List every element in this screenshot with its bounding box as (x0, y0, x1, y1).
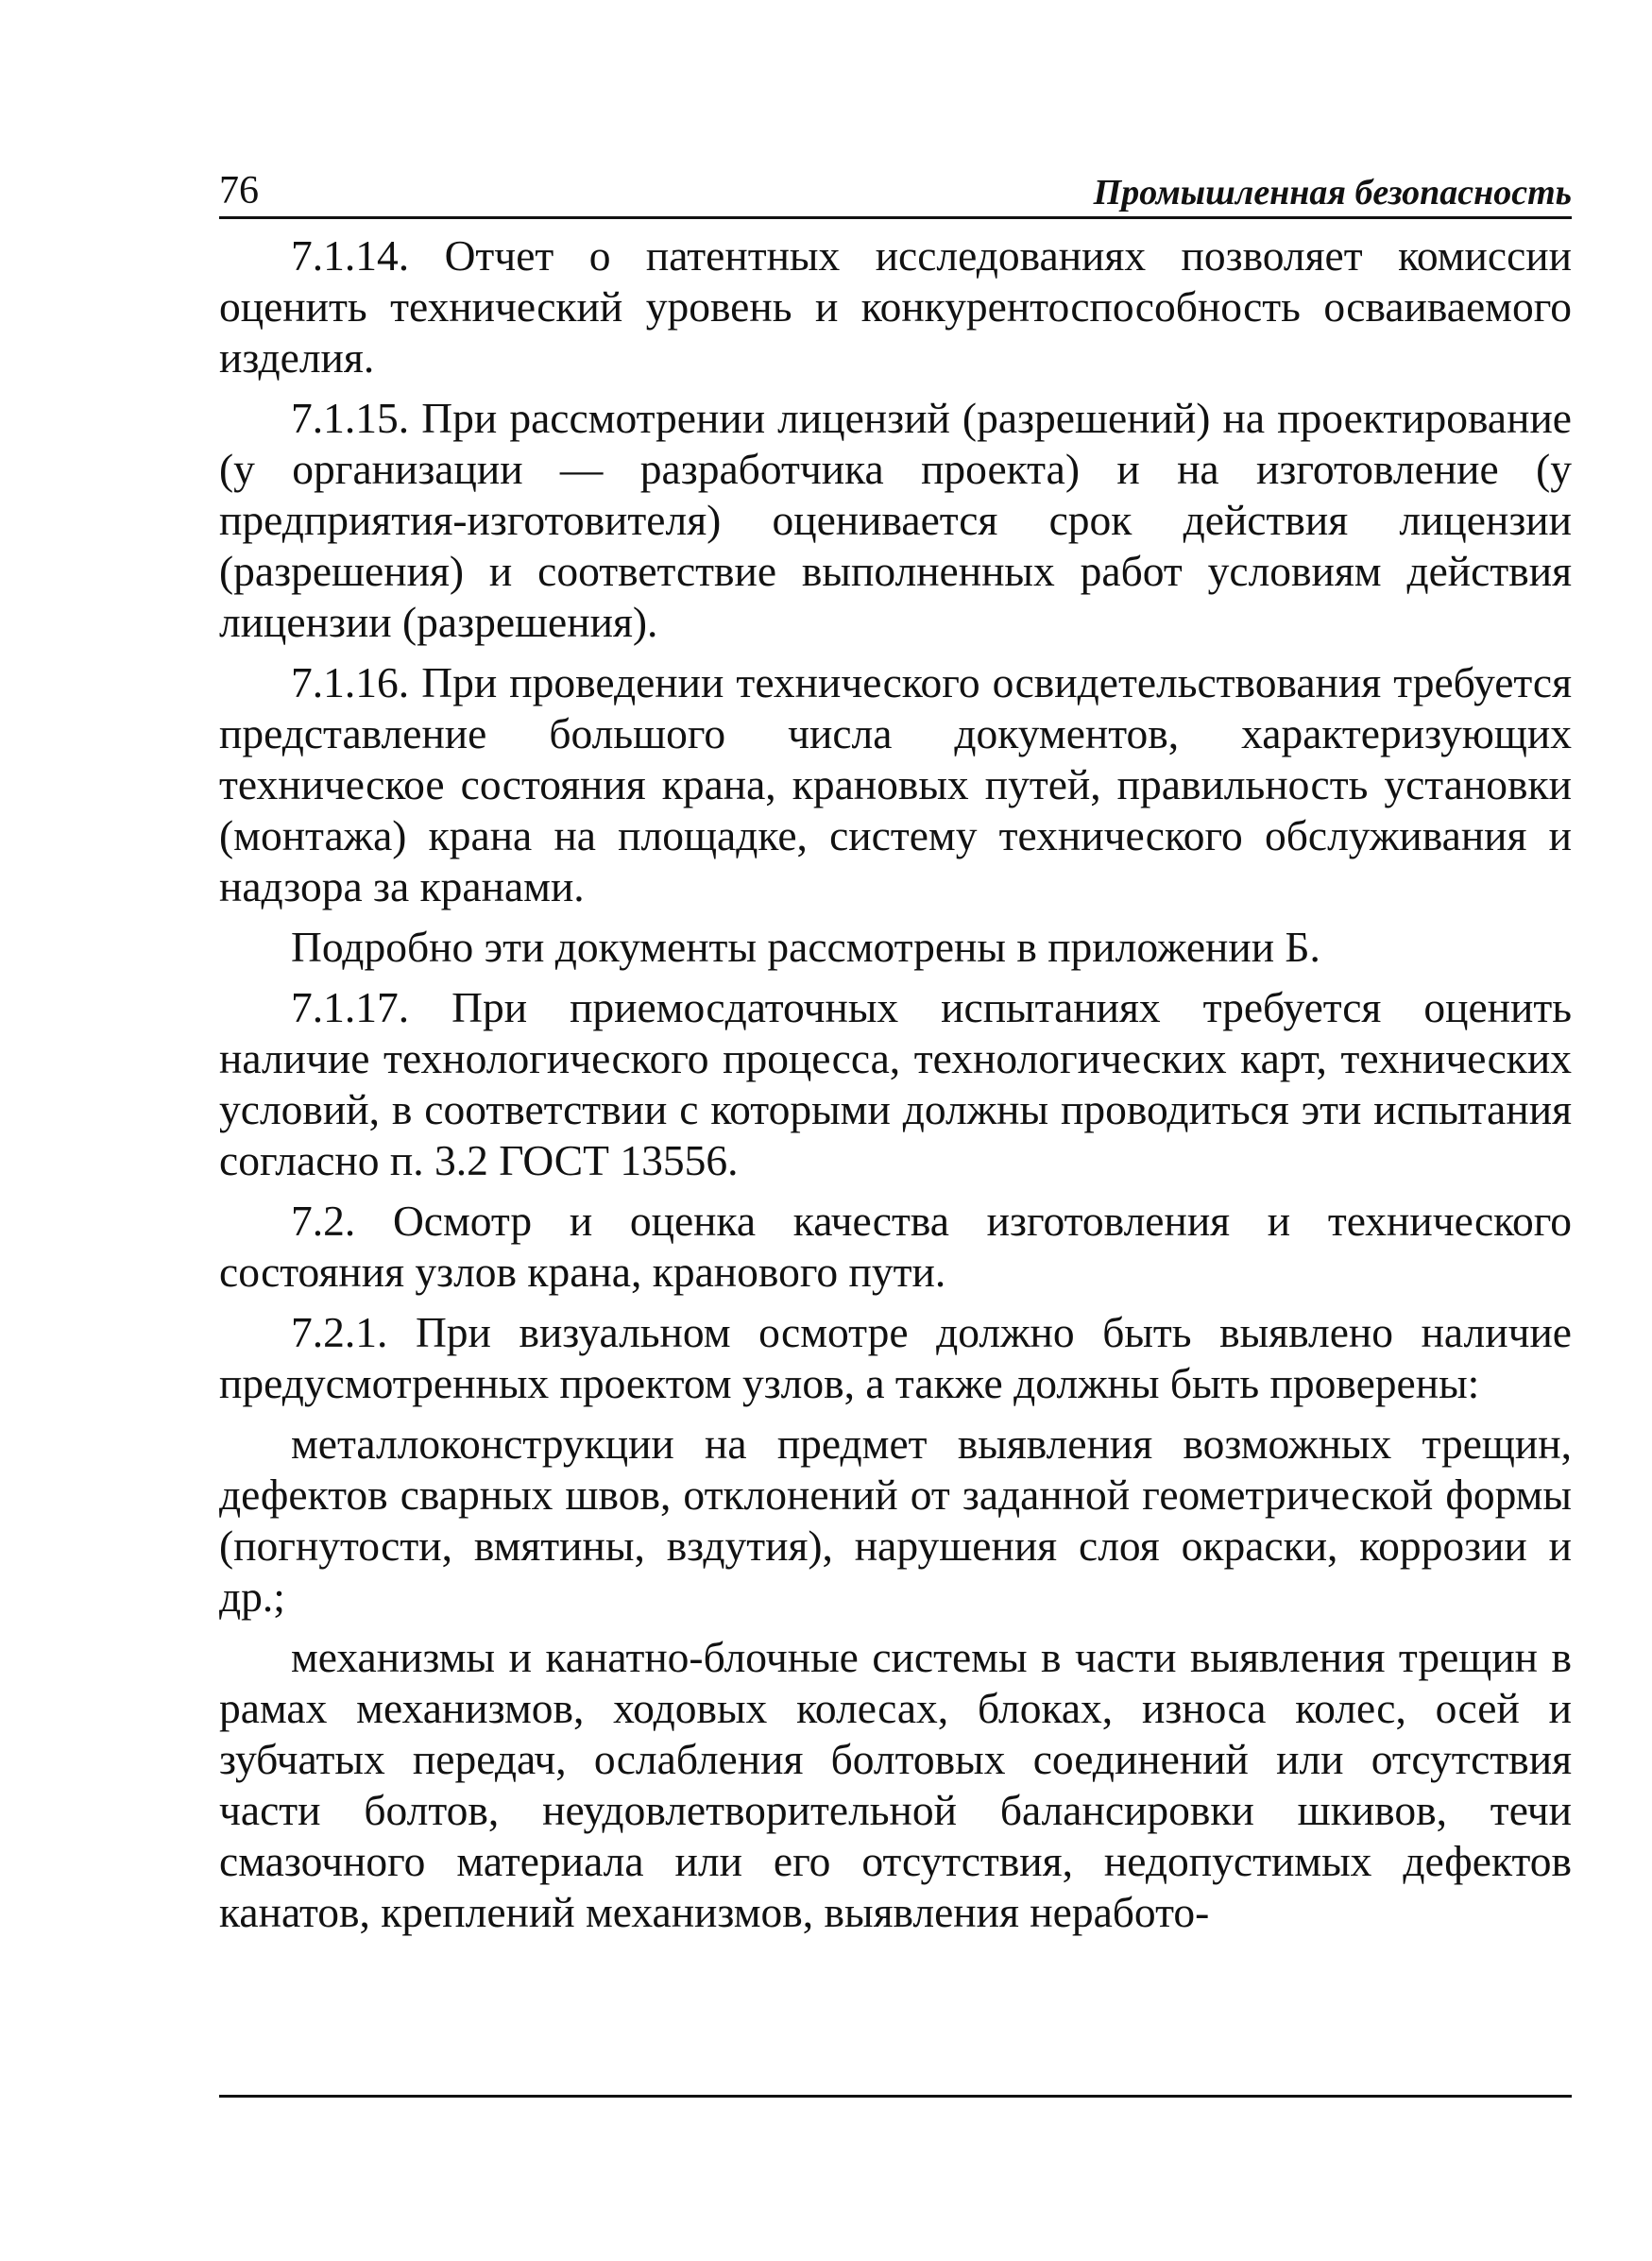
paragraph-7-2-1: 7.2.1. При визуальном осмотре должно быть выявлено наличие предусмотренных проектом узлов, а также должны быть проверены: (219, 1308, 1572, 1407)
paragraph-7-1-15: 7.1.15. При рассмотрении лицензий (разрешений) на проектирование (у организации — разработчика проекта) и на изготовление (у предприятия-изготовителя) оценивается срок действия лицензии (разрешения) и соответствие выполненных работ условиям действия лицензии (разрешения). (219, 394, 1572, 646)
paragraph-7-1-16: 7.1.16. При проведении технического освидетельствования требуется представление большого числа документов, характеризующих техническое состояния крана, крановых путей, правильность установки (монтажа) крана на площадке, систему технического обслуживания и надзора за кранами. (219, 658, 1572, 910)
paragraph-7-2: 7.2. Осмотр и оценка качества изготовления и технического состояния узлов крана, кранового пути. (219, 1197, 1572, 1296)
page-number: 76 (219, 169, 259, 212)
paragraph-7-1-14: 7.1.14. Отчет о патентных исследованиях позволяет комиссии оценить технический уровень и конкурентоспособность осваиваемого изделия. (219, 231, 1572, 382)
body-text (219, 230, 1572, 1938)
paragraph-7-1-17: 7.1.17. При приемосдаточных испытаниях требуется оценить наличие технологического процесса, технологических карт, технических условий, в соответствии с которыми должны проводиться эти испытания согласно п. 3.2 ГОСТ 13556. (219, 983, 1572, 1184)
list-item-mechanisms: механизмы и канатно-блочные системы в части выявления трещин в рамах механизмов, ходовых колесах, блоках, износа колес, осей и зубчатых передач, ослабления болтовых соединений или отсутствия части болтов, неудовлетворительной балансировки шкивов, течи смазочного материала или его отсутствия, недопустимых дефектов канатов, креплений механизмов, выявления неработо- (219, 1633, 1572, 1936)
running-title: Промышленная безопасность (1093, 173, 1572, 212)
footer-rule (219, 2095, 1572, 2098)
book-page (219, 165, 1572, 2111)
paragraph-appendix-note: Подробно эти документы рассмотрены в приложении Б. (291, 923, 1320, 971)
list-item-metal-structures: металлоконструкции на предмет выявления возможных трещин, дефектов сварных швов, отклонений от заданной геометрической формы (погнутости, вмятины, вздутия), нарушения слоя окраски, коррозии и др.; (219, 1420, 1572, 1621)
page-header (219, 165, 1572, 219)
